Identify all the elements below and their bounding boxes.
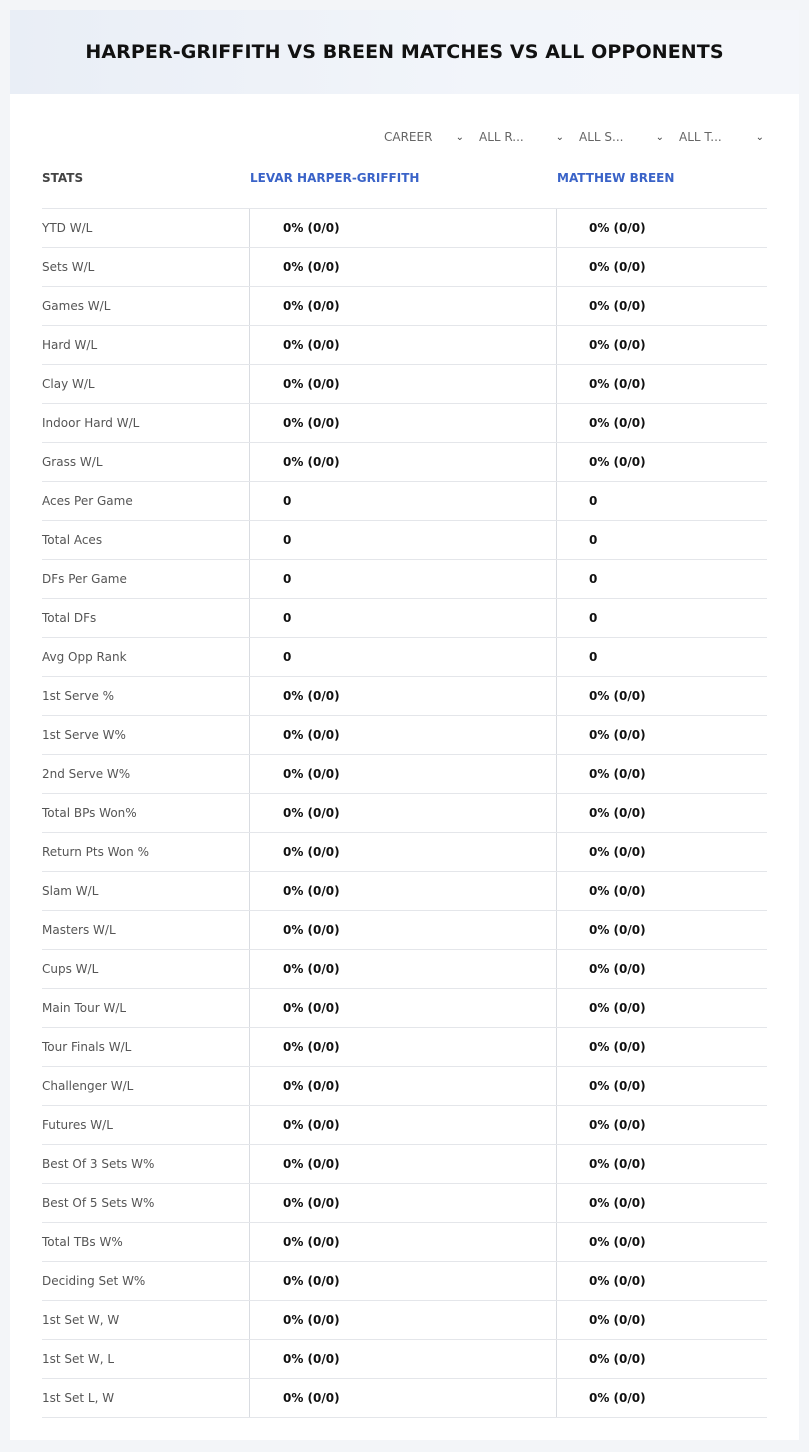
player2-stat-value: 0% (0/0)	[556, 716, 767, 754]
player1-stat-value: 0	[249, 599, 555, 637]
player1-stat-value: 0% (0/0)	[249, 989, 555, 1027]
player2-stat-value: 0	[556, 482, 767, 520]
player2-stat-value: 0% (0/0)	[556, 1067, 767, 1105]
table-row	[42, 793, 767, 832]
filter-bar	[10, 128, 799, 146]
player1-stat-value: 0% (0/0)	[249, 404, 555, 442]
stat-label: Return Pts Won %	[42, 845, 149, 859]
table-row	[42, 910, 767, 949]
stat-label: 1st Serve W%	[42, 728, 126, 742]
player2-stat-value: 0% (0/0)	[556, 1223, 767, 1261]
player1-stat-value: 0	[249, 521, 555, 559]
player2-stat-value: 0% (0/0)	[556, 1379, 767, 1417]
player2-stat-value: 0	[556, 560, 767, 598]
filter-value: ALL R...	[479, 130, 524, 144]
filter-tournament-select[interactable]	[679, 128, 764, 146]
table-row	[42, 715, 767, 754]
table-row	[42, 364, 767, 403]
player1-stat-value: 0% (0/0)	[249, 326, 555, 364]
player2-stat-value: 0% (0/0)	[556, 989, 767, 1027]
player2-stat-value: 0% (0/0)	[556, 326, 767, 364]
stat-label: YTD W/L	[42, 221, 93, 235]
stats-column-header: STATS	[42, 171, 84, 185]
player2-stat-value: 0% (0/0)	[556, 1301, 767, 1339]
stat-label: Masters W/L	[42, 923, 116, 937]
stat-label: Avg Opp Rank	[42, 650, 127, 664]
stat-label: Best Of 5 Sets W%	[42, 1196, 155, 1210]
stat-label: 2nd Serve W%	[42, 767, 131, 781]
player1-stat-value: 0% (0/0)	[249, 1106, 555, 1144]
player2-stat-value: 0% (0/0)	[556, 950, 767, 988]
chevron-down-icon: ⌄	[755, 131, 764, 143]
stat-label: Deciding Set W%	[42, 1274, 146, 1288]
player2-stat-value: 0% (0/0)	[556, 365, 767, 403]
chevron-down-icon: ⌄	[455, 131, 464, 143]
filter-value: ALL T...	[679, 130, 722, 144]
player2-stat-value: 0% (0/0)	[556, 248, 767, 286]
player2-stat-value: 0% (0/0)	[556, 1340, 767, 1378]
player2-stat-value: 0% (0/0)	[556, 911, 767, 949]
player1-stat-value: 0	[249, 482, 555, 520]
player1-stat-value: 0% (0/0)	[249, 794, 555, 832]
table-row	[42, 559, 767, 598]
player2-stat-value: 0% (0/0)	[556, 872, 767, 910]
table-row	[42, 598, 767, 637]
stat-label: DFs Per Game	[42, 572, 127, 586]
stat-label: Sets W/L	[42, 260, 95, 274]
table-row	[42, 1066, 767, 1105]
player1-stat-value: 0% (0/0)	[249, 1340, 555, 1378]
player2-stat-value: 0% (0/0)	[556, 1145, 767, 1183]
player2-stat-value: 0% (0/0)	[556, 404, 767, 442]
player2-stat-value: 0% (0/0)	[556, 1262, 767, 1300]
player1-stat-value: 0% (0/0)	[249, 1067, 555, 1105]
player1-stat-value: 0% (0/0)	[249, 443, 555, 481]
stats-card	[10, 10, 799, 1440]
stat-label: 1st Set W, L	[42, 1352, 115, 1366]
stat-label: Tour Finals W/L	[42, 1040, 132, 1054]
table-row	[42, 1378, 767, 1418]
table-row	[42, 520, 767, 559]
player2-stat-value: 0% (0/0)	[556, 755, 767, 793]
stat-label: Total DFs	[42, 611, 97, 625]
player2-stat-value: 0% (0/0)	[556, 443, 767, 481]
stat-label: Indoor Hard W/L	[42, 416, 140, 430]
table-row	[42, 481, 767, 520]
player1-stat-value: 0% (0/0)	[249, 950, 555, 988]
page-title: HARPER-GRIFFITH VS BREEN MATCHES VS ALL OPPONENTS	[85, 41, 724, 63]
player1-stat-value: 0	[249, 560, 555, 598]
stat-label: Challenger W/L	[42, 1079, 134, 1093]
table-row	[42, 247, 767, 286]
chevron-down-icon: ⌄	[555, 131, 564, 143]
player1-stat-value: 0% (0/0)	[249, 1145, 555, 1183]
player1-stat-value: 0	[249, 638, 555, 676]
player1-stat-value: 0% (0/0)	[249, 716, 555, 754]
filter-surface-select[interactable]	[579, 128, 664, 146]
player1-stat-value: 0% (0/0)	[249, 1223, 555, 1261]
stat-label: Main Tour W/L	[42, 1001, 127, 1015]
table-row	[42, 832, 767, 871]
player1-stat-value: 0% (0/0)	[249, 755, 555, 793]
player1-stat-value: 0% (0/0)	[249, 1301, 555, 1339]
table-row	[42, 637, 767, 676]
player2-stat-value: 0% (0/0)	[556, 209, 767, 247]
stat-label: Games W/L	[42, 299, 111, 313]
table-row	[42, 676, 767, 715]
player2-stat-value: 0	[556, 638, 767, 676]
table-row	[42, 442, 767, 481]
stat-label: Hard W/L	[42, 338, 98, 352]
player1-link[interactable]: LEVAR HARPER-GRIFFITH	[250, 171, 420, 185]
player1-stat-value: 0% (0/0)	[249, 248, 555, 286]
stat-label: Clay W/L	[42, 377, 95, 391]
table-row	[42, 988, 767, 1027]
stat-label: Total BPs Won%	[42, 806, 137, 820]
player1-stat-value: 0% (0/0)	[249, 872, 555, 910]
table-row	[42, 1261, 767, 1300]
player1-stat-value: 0% (0/0)	[249, 677, 555, 715]
table-row	[42, 1300, 767, 1339]
player1-stat-value: 0% (0/0)	[249, 1379, 555, 1417]
filter-value: CAREER	[384, 130, 433, 144]
player2-stat-value: 0	[556, 599, 767, 637]
stat-label: Futures W/L	[42, 1118, 113, 1132]
player1-stat-value: 0% (0/0)	[249, 911, 555, 949]
table-row	[42, 754, 767, 793]
table-row	[42, 325, 767, 364]
player2-stat-value: 0% (0/0)	[556, 287, 767, 325]
player1-stat-value: 0% (0/0)	[249, 209, 555, 247]
stat-label: Slam W/L	[42, 884, 99, 898]
table-row	[42, 1027, 767, 1066]
stats-table	[42, 208, 767, 1418]
stat-label: Cups W/L	[42, 962, 99, 976]
stat-label: Grass W/L	[42, 455, 103, 469]
card-header	[10, 10, 799, 94]
stat-label: 1st Set L, W	[42, 1391, 115, 1405]
player1-stat-value: 0% (0/0)	[249, 833, 555, 871]
player1-stat-value: 0% (0/0)	[249, 1028, 555, 1066]
player1-stat-value: 0% (0/0)	[249, 1262, 555, 1300]
table-row	[42, 871, 767, 910]
filter-value: ALL S...	[579, 130, 624, 144]
player1-stat-value: 0% (0/0)	[249, 287, 555, 325]
table-row	[42, 1222, 767, 1261]
player2-stat-value: 0	[556, 521, 767, 559]
stat-label: 1st Set W, W	[42, 1313, 120, 1327]
chevron-down-icon: ⌄	[655, 131, 664, 143]
stat-label: Total TBs W%	[42, 1235, 123, 1249]
player2-stat-value: 0% (0/0)	[556, 794, 767, 832]
stat-label: Best Of 3 Sets W%	[42, 1157, 155, 1171]
filter-rounds-select[interactable]	[479, 128, 564, 146]
table-row	[42, 1339, 767, 1378]
stat-label: Total Aces	[42, 533, 103, 547]
table-row	[42, 1144, 767, 1183]
table-row	[42, 1183, 767, 1222]
table-row	[42, 208, 767, 247]
table-row	[42, 403, 767, 442]
table-row	[42, 949, 767, 988]
player2-link[interactable]: MATTHEW BREEN	[557, 171, 675, 185]
player2-stat-value: 0% (0/0)	[556, 833, 767, 871]
stat-label: 1st Serve %	[42, 689, 115, 703]
table-row	[42, 286, 767, 325]
player2-stat-value: 0% (0/0)	[556, 1028, 767, 1066]
player1-stat-value: 0% (0/0)	[249, 1184, 555, 1222]
player1-stat-value: 0% (0/0)	[249, 365, 555, 403]
player2-stat-value: 0% (0/0)	[556, 1184, 767, 1222]
table-row	[42, 1105, 767, 1144]
stat-label: Aces Per Game	[42, 494, 133, 508]
player2-stat-value: 0% (0/0)	[556, 1106, 767, 1144]
filter-career-select[interactable]	[384, 128, 464, 146]
player2-stat-value: 0% (0/0)	[556, 677, 767, 715]
